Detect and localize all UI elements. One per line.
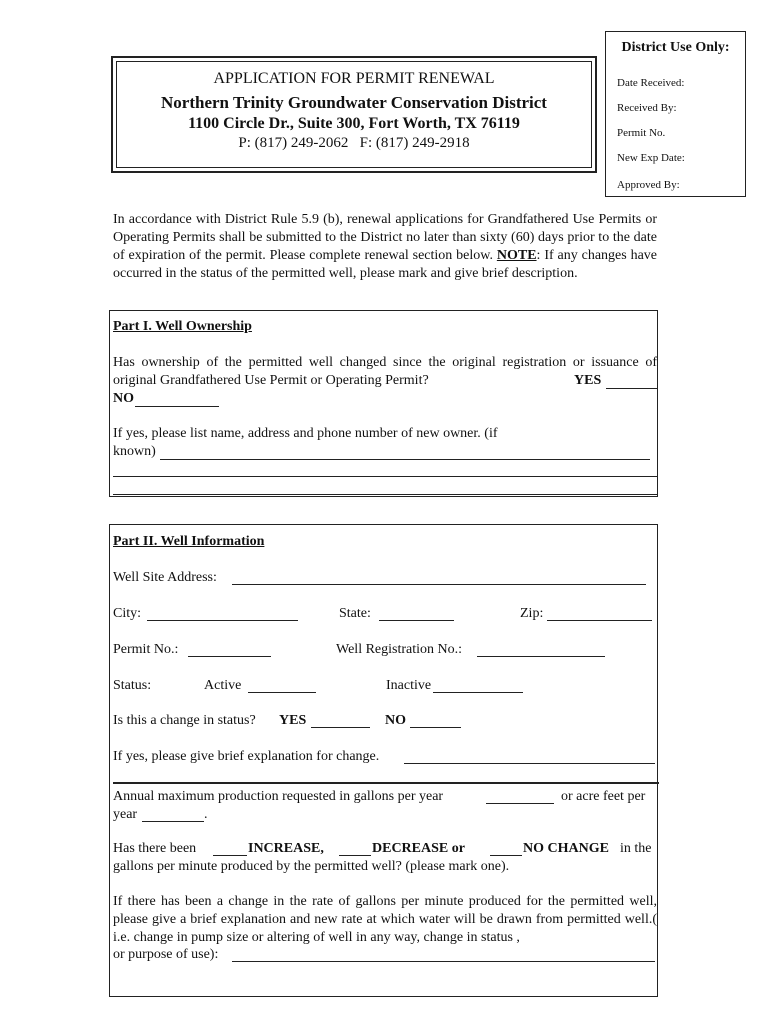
fax-number: F: (817) 249-2918 bbox=[359, 135, 470, 151]
intro-text: In accordance with District Rule 5.9 (b), renewal applications for Grandfathered Use Permits or Operating Permits shall be submitted to the District no later than sixty (60) days prior to the date of expiration of the permit. Please complete renewal section below. bbox=[113, 212, 657, 263]
decrease-blank[interactable] bbox=[339, 855, 371, 856]
city-label: City: bbox=[113, 606, 142, 621]
header-box bbox=[111, 56, 597, 173]
state-blank[interactable] bbox=[379, 620, 454, 621]
permit-no-label: Permit No. bbox=[617, 127, 666, 139]
year-period: . bbox=[204, 807, 208, 822]
well-registration-blank[interactable] bbox=[477, 656, 605, 657]
received-by-label: Received By: bbox=[617, 102, 677, 114]
site-address-label: Well Site Address: bbox=[113, 570, 217, 585]
status-change-question: Is this a change in status? bbox=[113, 713, 256, 728]
part1-ifyes-line1: If yes, please list name, address and phone number of new owner. (if bbox=[113, 426, 498, 441]
site-address-blank[interactable] bbox=[232, 584, 646, 585]
rate-change-text: If there has been a change in the rate of gallons per minute produced for the permitted well, please give a brief explanation and new rate at which water will be drawn from permitted well.( i.e. change in pump size or altering of well in any way, change in status , bbox=[113, 894, 657, 945]
explain-change-label: If yes, please give brief explanation for change. bbox=[113, 749, 380, 764]
status-label: Status: bbox=[113, 678, 152, 693]
status-change-no-blank[interactable] bbox=[410, 727, 461, 728]
in-the-text: in the bbox=[620, 841, 652, 856]
part2-box bbox=[109, 524, 658, 997]
has-there-been-label: Has there been bbox=[113, 841, 197, 856]
part1-no-label: NO bbox=[113, 391, 134, 406]
status-change-no-label: NO bbox=[385, 713, 406, 728]
annual-production-text: Annual maximum production requested in gallons per year bbox=[113, 789, 444, 804]
purpose-of-use-label: or purpose of use): bbox=[113, 947, 219, 962]
part1-ifyes-line2: known) bbox=[113, 444, 156, 459]
status-change-yes-label: YES bbox=[279, 713, 307, 728]
inactive-label: Inactive bbox=[386, 678, 432, 693]
inactive-blank[interactable] bbox=[433, 692, 523, 693]
increase-blank[interactable] bbox=[213, 855, 247, 856]
intro-paragraph bbox=[113, 211, 657, 283]
state-label: State: bbox=[339, 606, 371, 621]
year-label: year bbox=[113, 807, 138, 822]
acre-feet-text: or acre feet per bbox=[561, 789, 646, 804]
city-blank[interactable] bbox=[147, 620, 298, 621]
explain-change-blank[interactable] bbox=[404, 763, 655, 764]
zip-blank[interactable] bbox=[547, 620, 652, 621]
section-divider bbox=[113, 782, 659, 784]
district-use-only-title: District Use Only: bbox=[621, 40, 730, 55]
note-label: NOTE bbox=[496, 248, 537, 263]
active-blank[interactable] bbox=[248, 692, 316, 693]
new-exp-date-label: New Exp Date: bbox=[617, 152, 685, 164]
decrease-label: DECREASE or bbox=[372, 841, 465, 856]
part1-box bbox=[109, 310, 658, 497]
approved-by-label: Approved By: bbox=[617, 179, 680, 191]
phone-number: P: (817) 249-2062 bbox=[238, 135, 349, 151]
gpm-question: gallons per minute produced by the permitted well? (please mark one). bbox=[113, 859, 510, 874]
zip-label: Zip: bbox=[520, 606, 544, 621]
new-owner-blank-2[interactable] bbox=[113, 476, 657, 477]
form-title: APPLICATION FOR PERMIT RENEWAL bbox=[213, 70, 495, 87]
district-name: Northern Trinity Groundwater Conservation District bbox=[161, 93, 547, 112]
part1-question-line2: original Grandfathered Use Permit or Operating Permit? bbox=[113, 373, 429, 388]
well-registration-label: Well Registration No.: bbox=[336, 642, 463, 657]
part1-question-line1: Has ownership of the permitted well changed since the original registration or issuance of bbox=[113, 355, 657, 370]
permit-no-blank[interactable] bbox=[188, 656, 271, 657]
district-use-only-box bbox=[605, 31, 746, 197]
new-owner-blank-3[interactable] bbox=[113, 494, 657, 495]
status-change-yes-blank[interactable] bbox=[311, 727, 370, 728]
part1-yes-label: YES bbox=[574, 373, 602, 388]
contact-line bbox=[117, 135, 591, 152]
date-received-label: Date Received: bbox=[617, 77, 685, 89]
part2-heading: Part II. Well Information bbox=[113, 534, 265, 549]
district-address: 1100 Circle Dr., Suite 300, Fort Worth, TX 76119 bbox=[188, 115, 520, 132]
no-change-label: NO CHANGE bbox=[523, 841, 609, 856]
new-owner-blank-1[interactable] bbox=[160, 459, 650, 460]
part1-no-blank[interactable] bbox=[135, 406, 219, 407]
permit-no-field-label: Permit No.: bbox=[113, 642, 179, 657]
active-label: Active bbox=[204, 678, 242, 693]
no-change-blank[interactable] bbox=[490, 855, 522, 856]
acre-feet-blank[interactable] bbox=[142, 821, 204, 822]
rate-change-blank[interactable] bbox=[232, 961, 655, 962]
part1-heading: Part I. Well Ownership bbox=[113, 319, 252, 334]
increase-label: INCREASE, bbox=[248, 841, 324, 856]
part1-yes-blank[interactable] bbox=[606, 388, 657, 389]
gallons-per-year-blank[interactable] bbox=[486, 803, 554, 804]
note-text: : If any changes have occurred in the status of the permitted well, please mark and give brief description. bbox=[113, 248, 658, 281]
